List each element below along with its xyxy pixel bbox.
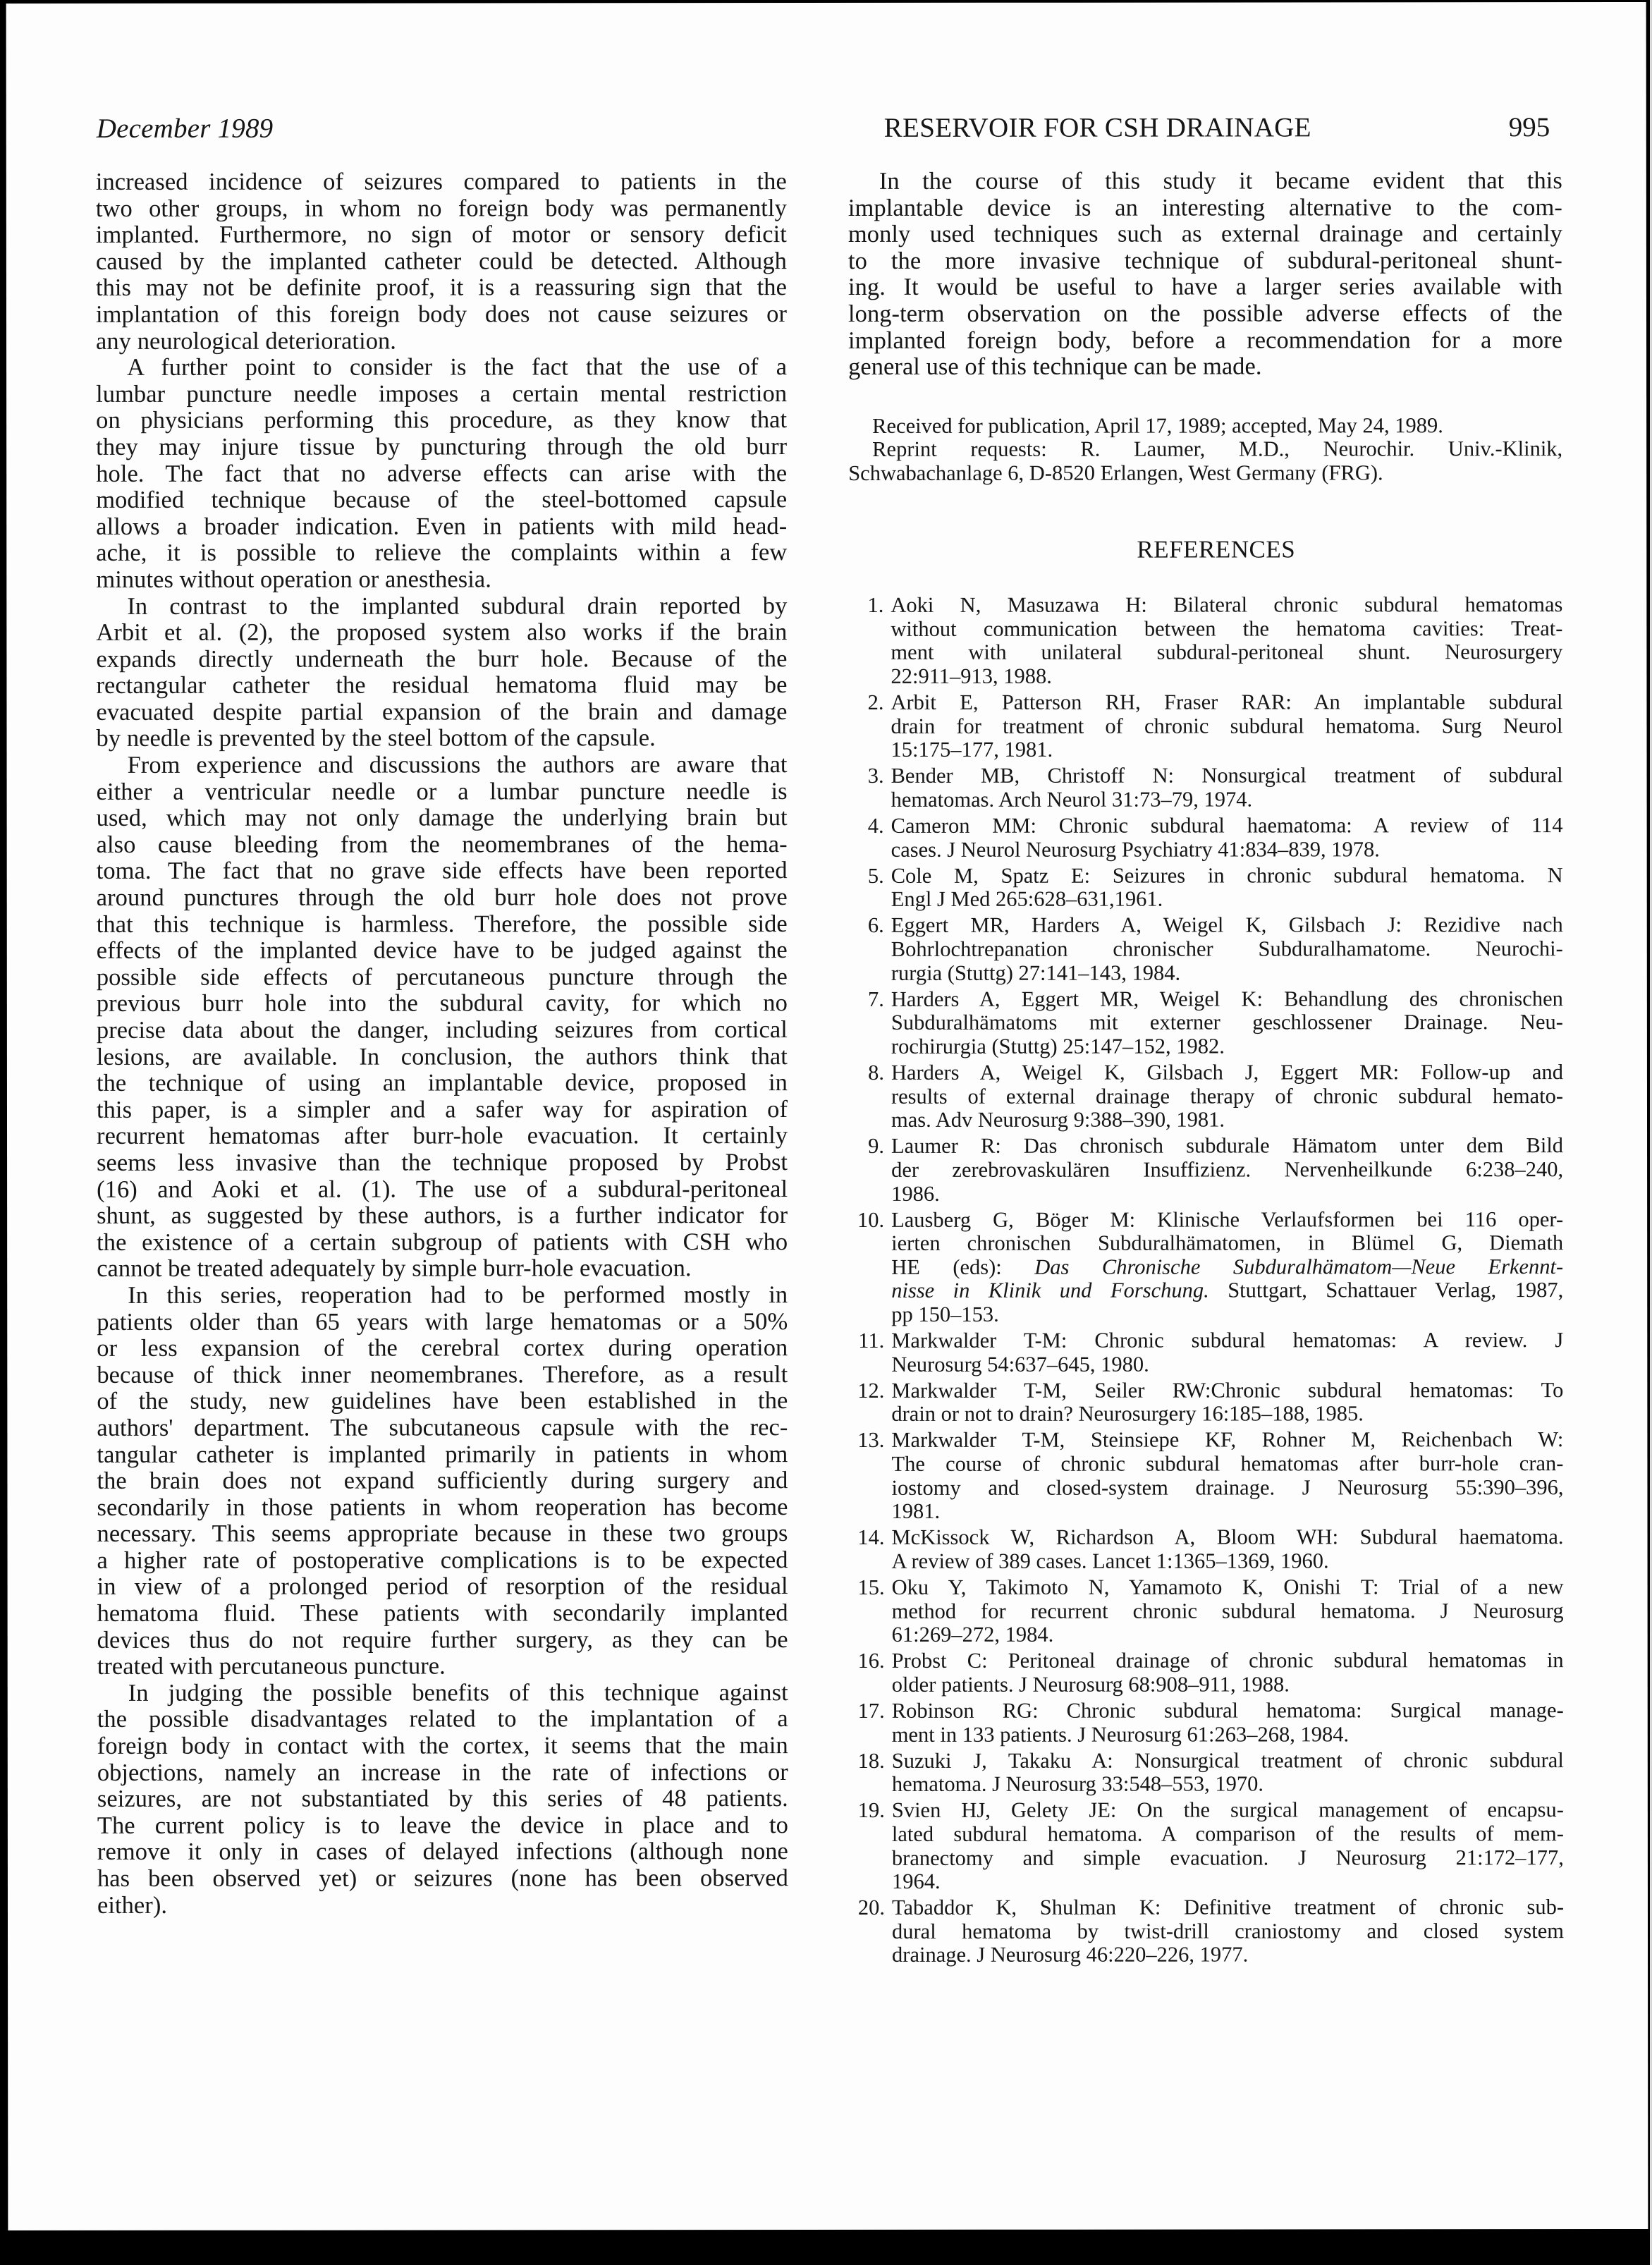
reference-item — [849, 864, 1563, 912]
text-line: caused by the implanted catheter could be detected. Although — [95, 247, 787, 275]
reference-number: 3. — [867, 764, 884, 788]
text-line: A further point to consider is the fact that the use of a — [127, 353, 788, 381]
reference-line: Aoki N, Masuzawa H: Bilateral chronic subdural hematomas — [891, 592, 1563, 618]
text-line: to the more invasive technique of subdural-peritoneal shunt- — [848, 246, 1562, 274]
reference-line: hematomas. Arch Neurol 31:73–79, 1974. — [891, 787, 1253, 812]
reference-line: hematoma. J Neurosurg 33:548–553, 1970. — [891, 1771, 1264, 1797]
text-line: ing. It would be useful to have a larger series available with — [848, 273, 1562, 301]
reference-item — [849, 987, 1563, 1059]
reference-item — [850, 1699, 1564, 1747]
text-line: authors' department. The subcutaneous capsule with the rec- — [97, 1413, 788, 1441]
text-line: cannot be treated adequately by simple burr-hole evacuation. — [97, 1254, 692, 1283]
book-title: Das Chronische Subduralhämatom—Neue Erkennt- — [1034, 1254, 1564, 1279]
text-line: implanted foreign body, before a recommendation for a more — [848, 326, 1563, 354]
reference-line: method for recurrent chronic subdural hematoma. J Neurosurg — [891, 1598, 1564, 1623]
reference-line: Neurosurg 54:637–645, 1980. — [891, 1352, 1149, 1376]
reference-number: 11. — [858, 1328, 885, 1353]
journal-page — [6, 2, 1648, 2230]
reference-item — [849, 1061, 1563, 1132]
reference-line: rurgia (Stuttg) 27:141–143, 1984. — [891, 960, 1181, 985]
reference-line: Arbit E, Patterson RH, Fraser RAR: An implantable subdural — [891, 690, 1563, 715]
text-line: lumbar puncture needle imposes a certain mental restriction — [96, 379, 788, 408]
reference-line: branectomy and simple evacuation. J Neurosurg 21:172–177, — [891, 1845, 1564, 1870]
reference-line: without communication between the hematoma cavities: Treat- — [891, 616, 1563, 641]
paragraph — [848, 168, 1562, 381]
reference-line: Suzuki J, Takaku A: Nonsurgical treatment of chronic subdural — [891, 1747, 1564, 1773]
reference-item — [849, 914, 1563, 986]
text-line: has been observed yet) or seizures (none has been observed — [97, 1864, 788, 1892]
text-line: In the course of this study it became evident that this — [879, 167, 1562, 195]
reference-number: 4. — [867, 814, 884, 838]
reference-line: der zerebrovaskulären Insuffizienz. Nervenheilkunde 6:238–240, — [891, 1156, 1564, 1182]
reference-item — [850, 1749, 1564, 1797]
reference-number: 7. — [867, 987, 884, 1011]
publisher: Stuttgart, Schattauer Verlag, 1987, — [1209, 1278, 1564, 1302]
text-line: the possible disadvantages related to the implantation of a — [97, 1705, 788, 1733]
reference-line: 1964. — [891, 1869, 941, 1894]
text-line: this paper, is a simpler and a safer way for aspiration of — [96, 1095, 788, 1123]
text-line: devices thus do not require further surgery, as they can be — [97, 1625, 788, 1654]
text-line: implantable device is an interesting alternative to the com- — [848, 193, 1562, 221]
reference-item — [849, 814, 1563, 862]
right-column — [848, 168, 1564, 1970]
reference-number: 1. — [867, 593, 884, 618]
text-line: In judging the possible benefits of this technique against — [128, 1678, 788, 1707]
text-line: previous burr hole into the subdural cavity, for which no — [96, 989, 788, 1018]
text-line: tangular catheter is implanted primarily in patients in whom — [97, 1440, 788, 1468]
text-line: seizures, are not substantiated by this series of 48 patients. — [97, 1785, 788, 1813]
paragraph — [97, 752, 788, 1283]
reference-line: lated subdural hematoma. A comparison of the results of mem- — [891, 1821, 1564, 1846]
text-line: seems less invasive than the technique proposed by Probst — [97, 1149, 788, 1176]
reference-line: Harders A, Weigel K, Gilsbach J, Eggert MR: Follow-up and — [891, 1060, 1563, 1085]
text-line: used, which may not only damage the underlying brain but — [96, 804, 788, 832]
text-line: effects of the implanted device have to be judged against the — [96, 936, 788, 965]
reference-line: ment with unilateral subdural-peritoneal shunt. Neurosurgery — [891, 640, 1563, 665]
reference-line: results of external drainage therapy of chronic subdural hemato- — [891, 1083, 1563, 1109]
reference-line: 1981. — [891, 1499, 941, 1524]
text-line: hematoma fluid. These patients with secondarily implanted — [97, 1599, 788, 1627]
reference-number: 10. — [857, 1207, 885, 1232]
reference-item — [848, 690, 1562, 762]
reference-line: ment in 133 patients. J Neurosurg 61:263–268, 1984. — [891, 1721, 1350, 1747]
reference-item — [848, 593, 1562, 688]
reference-line: Markwalder T-M: Chronic subdural hematomas: A review. J — [891, 1328, 1564, 1353]
text-line: by needle is prevented by the steel bottom of the capsule. — [96, 724, 656, 752]
reference-number: 6. — [867, 913, 884, 938]
reference-line: A review of 389 cases. Lancet 1:1365–1369, 1960. — [891, 1549, 1329, 1573]
text-line: the technique of using an implantable device, proposed in — [96, 1069, 788, 1097]
text-line: recurrent hematomas after burr-hole evacuation. It certainly — [97, 1122, 788, 1150]
paragraph — [96, 593, 787, 752]
reference-line: Eggert MR, Harders A, Weigel K, Gilsbach J: Rezidive nach — [891, 912, 1563, 938]
reference-number: 14. — [857, 1525, 885, 1550]
reference-item — [850, 1649, 1564, 1697]
running-head-date: December 1989 — [96, 113, 274, 144]
page-number: 995 — [1508, 112, 1550, 143]
reference-item — [850, 1895, 1564, 1967]
text-line: In this series, reoperation had to be performed mostly in — [128, 1281, 788, 1309]
text-line: toma. The fact that no grave side effects have been reported — [96, 857, 788, 885]
reference-item — [849, 1379, 1563, 1427]
reference-item — [849, 764, 1563, 812]
reference-number: 12. — [857, 1378, 885, 1403]
reference-line: drain for treatment of chronic subdural hematoma. Surg Neurol — [891, 713, 1563, 738]
text-line: ache, it is possible to relieve the complaints within a few — [96, 539, 788, 567]
paragraph — [97, 1680, 788, 1919]
text-line: that this technique is harmless. Therefore, the possible side — [96, 910, 788, 938]
text-line: increased incidence of seizures compared to patients in the — [95, 168, 787, 195]
reference-number: 15. — [857, 1575, 885, 1599]
reprint-note-line-1: Reprint requests: R. Laumer, M.D., Neurochir. Univ.-Klinik, — [872, 436, 1563, 462]
reference-item — [850, 1575, 1564, 1647]
text-line: monly used techniques such as external drainage and certainly — [848, 220, 1562, 248]
reference-line — [891, 1278, 1563, 1302]
text-line: this may not be definite proof, it is a reassuring sign that the — [95, 274, 787, 302]
reference-line: Harders A, Eggert MR, Weigel K: Behandlung des chronischen — [891, 986, 1563, 1011]
reference-line: drainage. J Neurosurg 46:220–226, 1977. — [892, 1942, 1249, 1967]
text-line: long-term observation on the possible adverse effects of the — [848, 300, 1563, 327]
reference-line: dural hematoma by twist-drill craniostomy and closed system — [891, 1918, 1565, 1943]
reference-number: 18. — [857, 1748, 885, 1773]
reference-item — [850, 1525, 1564, 1573]
reference-line: Lausberg G, Böger M: Klinische Verlaufsformen bei 116 oper- — [891, 1207, 1564, 1232]
reference-number: 20. — [857, 1895, 885, 1920]
text-line: general use of this technique can be made. — [848, 353, 1262, 381]
text-line: possible side effects of percutaneous puncture through the — [96, 963, 788, 991]
text-line: because of thick inner neomembranes. Therefore, as a result — [97, 1360, 788, 1388]
reference-line: drain or not to drain? Neurosurgery 16:185–188, 1985. — [891, 1401, 1364, 1427]
reference-number: 5. — [867, 863, 884, 888]
reference-line: McKissock W, Richardson A, Bloom WH: Subdural haematoma. — [891, 1525, 1564, 1550]
text-line: evacuated despite partial expansion of the brain and damage — [96, 697, 788, 726]
reference-line: Markwalder T-M, Steinsiepe KF, Rohner M, Reichenbach W: — [891, 1427, 1564, 1453]
reference-line: pp 150–153. — [891, 1302, 999, 1326]
reference-line: Bohrlochtrepanation chronischer Subduralhamatome. Neurochi- — [891, 936, 1563, 961]
text-line: The current policy is to leave the device in place and to — [97, 1811, 788, 1839]
reference-line: The course of chronic subdural hematomas after burr-hole cran- — [891, 1451, 1564, 1476]
text-line: modified technique because of the steel-bottomed capsule — [96, 486, 788, 514]
text-line: necessary. This seems appropriate because in these two groups — [97, 1520, 788, 1548]
text-line: allows a broader indication. Even in patients with mild head- — [96, 512, 788, 540]
reference-line: cases. J Neurol Neurosurg Psychiatry 41:834–839, 1978. — [891, 837, 1380, 862]
reference-list — [848, 593, 1564, 1967]
text-line: minutes without operation or anesthesia. — [96, 566, 491, 593]
text-line: around punctures through the old burr hole does not prove — [96, 884, 788, 911]
references-heading: REFERENCES — [1137, 535, 1296, 563]
text-line: expands directly underneath the burr hole. Because of the — [96, 645, 788, 673]
text-line: implantation of this foreign body does not cause seizures or — [95, 300, 788, 328]
reference-number: 13. — [857, 1428, 885, 1453]
text-line: the brain does not expand sufficiently during surgery and — [97, 1467, 788, 1494]
reference-line: 22:911–913, 1988. — [891, 664, 1052, 688]
text-line: a higher rate of postoperative complications is to be expected — [97, 1546, 788, 1574]
reference-number: 9. — [868, 1134, 885, 1159]
reference-line: Robinson RG: Chronic subdural hematoma: Surgical manage- — [891, 1698, 1564, 1723]
reference-number: 8. — [868, 1060, 884, 1085]
text-line: patients older than 65 years with large hematomas or a 50% — [97, 1307, 788, 1336]
publication-notes — [848, 414, 1562, 485]
reference-line: Bender MB, Christoff N: Nonsurgical treatment of subdural — [891, 763, 1563, 788]
text-line: they may injure tissue by puncturing through the old burr — [96, 432, 788, 460]
reference-number: 16. — [857, 1649, 885, 1673]
running-head-title: RESERVOIR FOR CSH DRAINAGE — [883, 112, 1311, 143]
text-line: implanted. Furthermore, no sign of motor or sensory deficit — [95, 221, 787, 249]
text-line: In contrast to the implanted subdural drain reported by — [127, 592, 788, 620]
text-line: hole. The fact that no adverse effects can arise with the — [96, 459, 788, 487]
book-title: nisse in Klinik und Forschung. — [891, 1278, 1209, 1303]
reference-number: 19. — [857, 1798, 885, 1823]
paragraph — [97, 1282, 788, 1680]
conclusion-section — [848, 168, 1562, 381]
text-line: the existence of a certain subgroup of patients with CSH who — [97, 1228, 788, 1256]
text-line: foreign body in contact with the cortex, it seems that the main — [97, 1732, 788, 1759]
text-line: two other groups, in whom no foreign body was permanently — [95, 194, 787, 222]
text-line: either). — [97, 1891, 168, 1919]
reference-line: Oku Y, Takimoto N, Yamamoto K, Onishi T: Trial of a new — [891, 1575, 1564, 1599]
text-line: or less expansion of the cerebral cortex during operation — [97, 1334, 788, 1362]
reference-line: Laumer R: Das chronisch subdurale Hämatom unter dem Bild — [891, 1133, 1564, 1159]
reference-item — [849, 1329, 1563, 1376]
text-line: shunt, as suggested by these authors, is a further indicator for — [97, 1202, 788, 1230]
reference-line: 15:175–177, 1981. — [891, 738, 1053, 762]
text-line: also cause bleeding from the neomembranes of the hema- — [96, 830, 788, 858]
text-line: secondarily in those patients in whom reoperation has become — [97, 1493, 788, 1521]
reference-line: Cameron MM: Chronic subdural haematoma: A review of 114 — [891, 813, 1563, 838]
paragraph — [96, 169, 787, 355]
reprint-note-line-2: Schwabachanlage 6, D-8520 Erlangen, West Germany (FRG). — [848, 460, 1383, 485]
text-line: precise data about the danger, including seizures from cortical — [96, 1016, 788, 1044]
text-line: From experience and discussions the authors are aware that — [127, 751, 788, 779]
reference-line: rochirurgia (Stuttg) 25:147–152, 1982. — [891, 1034, 1225, 1058]
text-line: any neurological deterioration. — [96, 327, 396, 355]
text-line: objections, namely an increase in the rate of infections or — [97, 1758, 788, 1786]
left-column — [96, 169, 788, 1919]
reference-line: mas. Adv Neurosurg 9:388–390, 1981. — [891, 1107, 1225, 1132]
text-line: Arbit et al. (2), the proposed system also works if the brain — [96, 618, 788, 646]
reference-item — [849, 1134, 1563, 1206]
text-line: of the study, new guidelines have been established in the — [97, 1387, 788, 1415]
reference-number: 17. — [857, 1698, 885, 1723]
text-line: rectangular catheter the residual hematoma fluid may be — [96, 671, 788, 700]
reference-line: ierten chronischen Subduralhämatomen, in Blümel G, Diemath — [891, 1231, 1564, 1256]
reference-line: older patients. J Neurosurg 68:908–911, 1988. — [891, 1672, 1290, 1697]
reference-line: Markwalder T-M, Seiler RW:Chronic subdural hematomas: To — [891, 1377, 1564, 1403]
reference-line: Engl J Med 265:628–631,1961. — [891, 886, 1163, 912]
reference-line: Probst C: Peritoneal drainage of chronic subdural hematomas in — [891, 1648, 1564, 1673]
text-line: either a ventricular needle or a lumbar puncture needle is — [96, 777, 788, 805]
reference-line — [891, 1255, 1563, 1279]
reference-line: Subduralhämatoms mit externer geschlossener Drainage. Neu- — [891, 1010, 1563, 1035]
text-line: remove it only in cases of delayed infections (although none — [97, 1838, 788, 1866]
paragraph — [96, 354, 787, 593]
text-line: in view of a prolonged period of resorption of the residual — [97, 1573, 788, 1601]
editors-label: HE (eds): — [891, 1254, 1035, 1279]
reference-number: 2. — [867, 690, 884, 715]
reference-item — [849, 1429, 1563, 1524]
reference-line: Cole M, Spatz E: Seizures in chronic subdural hematoma. N — [891, 862, 1563, 888]
text-line: on physicians performing this procedure, as they know that — [96, 406, 788, 434]
reference-line: 1986. — [891, 1181, 940, 1206]
text-line: treated with percutaneous puncture. — [97, 1652, 446, 1680]
text-line: lesions, are available. In conclusion, the authors think that — [96, 1042, 788, 1070]
received-note: Received for publication, April 17, 1989; accepted, May 24, 1989. — [872, 413, 1443, 438]
reference-line: iostomy and closed-system drainage. J Neurosurg 55:390–396, — [891, 1475, 1564, 1500]
text-line: (16) and Aoki et al. (1). The use of a subdural-peritoneal — [97, 1175, 788, 1203]
reference-item — [850, 1798, 1564, 1893]
reference-line: Tabaddor K, Shulman K: Definitive treatment of chronic sub- — [891, 1895, 1564, 1920]
reference-item — [849, 1208, 1563, 1327]
reference-line: 61:269–272, 1984. — [891, 1622, 1054, 1647]
reference-line: Svien HJ, Gelety JE: On the surgical management of encapsu- — [891, 1797, 1564, 1823]
